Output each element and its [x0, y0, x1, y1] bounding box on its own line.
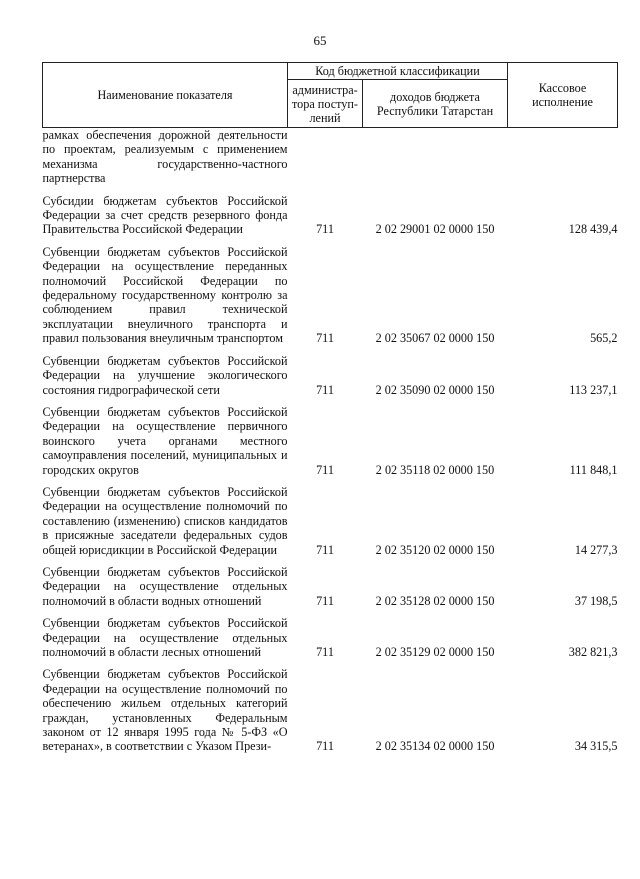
row-name: Субвенции бюджетам субъектов Российской Федерации на улучшение экологического состояния гидрографической сети — [42, 353, 288, 397]
table-row — [43, 477, 618, 557]
row-name: рамках обеспечения дорожной деятельности по проектам, реализуемым с применением механизма государственно-частного партнерства — [42, 128, 288, 186]
table-row — [43, 608, 618, 659]
row-admin-code: 711 — [316, 645, 334, 659]
row-amount — [508, 128, 618, 186]
row-amount: 113 237,1 — [569, 382, 618, 397]
header-income: доходов бюджета Республики Татарстан — [363, 80, 508, 128]
row-income-code: 2 02 35120 02 0000 150 — [375, 542, 495, 557]
row-admin-code: 711 — [316, 222, 334, 237]
row-amount: 34 315,5 — [574, 739, 618, 754]
table-row — [43, 186, 618, 237]
row-admin-code: 711 — [316, 739, 334, 754]
row-name: Субвенции бюджетам субъектов Российской Федерации на осуществление переданных полномочий Российской Федерации по федеральному государственному контролю за соблюдением правил технической эксплуатации внеуличного транспорта и правил пользования внеуличным транспортом — [42, 244, 288, 346]
row-income-code: 2 02 35067 02 0000 150 — [375, 331, 495, 346]
row-admin-code: 711 — [316, 382, 334, 397]
budget-table — [42, 62, 618, 754]
row-name: Субвенции бюджетам субъектов Российской Федерации на осуществление полномочий по обеспечению жильем отдельных категорий граждан, установленных Федеральным законом от 12 января 1995 года № 5-ФЗ «О ветеранах», в соответствии с Указом Прези- — [42, 667, 288, 754]
header-classification-group: Код бюджетной классификации — [288, 63, 508, 80]
row-income-code: 2 02 29001 02 0000 150 — [375, 222, 495, 237]
row-admin-code — [288, 128, 363, 186]
row-amount: 111 848,1 — [569, 462, 618, 477]
row-admin-code: 711 — [316, 542, 334, 557]
row-income-code: 2 02 35128 02 0000 150 — [375, 593, 495, 608]
row-income-code: 2 02 35090 02 0000 150 — [375, 382, 495, 397]
row-amount: 382 821,3 — [568, 645, 618, 659]
table-row — [43, 128, 618, 186]
row-name: Субвенции бюджетам субъектов Российской Федерации на осуществление первичного воинского учета органами местного самоуправления поселений, муниципальных и городских округов — [42, 404, 288, 477]
table-row — [43, 237, 618, 346]
row-name: Субвенции бюджетам субъектов Российской Федерации на осуществление полномочий по составлению (изменению) списков кандидатов в присяжные заседатели федеральных судов общей юрисдикции в Российской Федерации — [42, 484, 288, 557]
table-row — [43, 659, 618, 753]
row-amount: 128 439,4 — [568, 222, 618, 237]
table-row — [43, 557, 618, 608]
row-amount: 565,2 — [590, 331, 618, 346]
row-admin-code: 711 — [316, 331, 334, 346]
row-income-code: 2 02 35134 02 0000 150 — [375, 739, 495, 754]
row-income-code: 2 02 35118 02 0000 150 — [375, 462, 495, 477]
row-income-code — [363, 128, 508, 186]
header-execution: Кассовое исполнение — [508, 63, 618, 128]
row-name: Субвенции бюджетам субъектов Российской Федерации на осуществление отдельных полномочий в области лесных отношений — [42, 616, 288, 659]
row-admin-code: 711 — [316, 593, 334, 608]
row-amount: 14 277,3 — [574, 542, 618, 557]
row-name: Субвенции бюджетам субъектов Российской Федерации на осуществление отдельных полномочий в области водных отношений — [42, 564, 288, 608]
row-amount: 37 198,5 — [574, 593, 618, 608]
row-income-code: 2 02 35129 02 0000 150 — [375, 645, 495, 659]
table-row — [43, 397, 618, 477]
row-admin-code: 711 — [316, 462, 334, 477]
page-number: 65 — [313, 33, 327, 48]
header-administrator: администра-тора поступ-лений — [288, 80, 363, 128]
row-name: Субсидии бюджетам субъектов Российской Федерации за счет средств резервного фонда Правительства Российской Федерации — [42, 193, 288, 237]
header-name: Наименование показателя — [43, 63, 288, 128]
table-row — [43, 346, 618, 397]
